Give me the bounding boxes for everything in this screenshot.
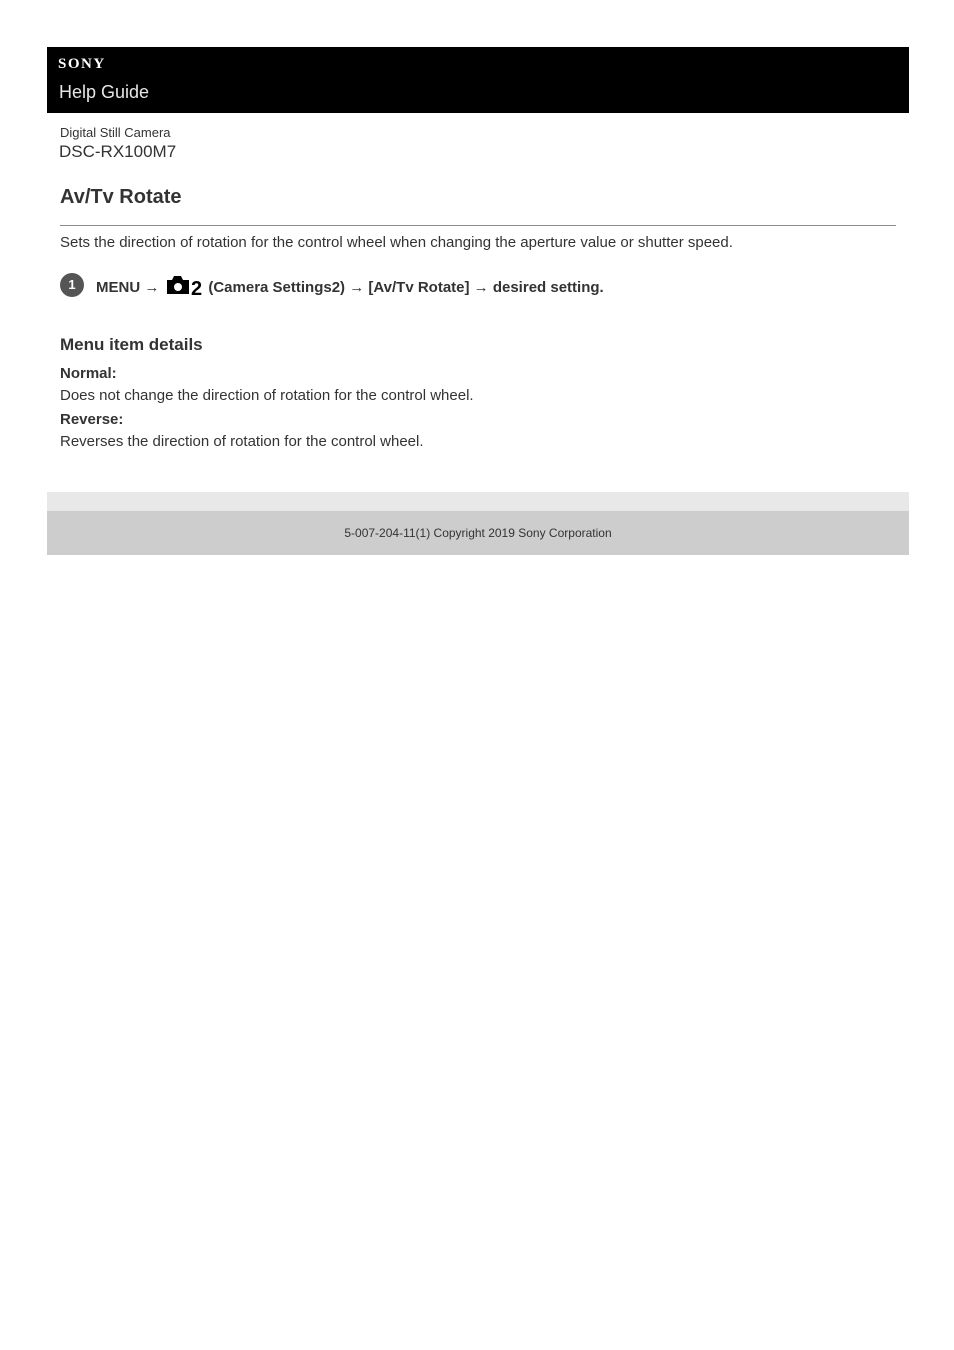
step-menu-text: MENU → (96, 278, 160, 296)
help-guide-title: Help Guide (59, 82, 150, 102)
step-1 (60, 272, 896, 298)
product-type: Digital Still Camera (60, 125, 171, 140)
camera-settings-number: 2 (191, 278, 203, 296)
sony-logo: SONY (58, 56, 106, 72)
option-desc-reverse: Reverses the direction of rotation for the control wheel. (60, 433, 424, 450)
footer (47, 511, 909, 555)
copyright-text: 5-007-204-11(1) Copyright 2019 Sony Corporation (344, 526, 612, 540)
option-desc-normal: Does not change the direction of rotation for the control wheel. (60, 387, 474, 404)
step-instruction (96, 274, 604, 300)
option-term-normal: Normal: (60, 365, 117, 382)
footer-strip (47, 492, 909, 511)
camera-settings2-icon (166, 274, 202, 300)
step-number-badge: 1 (60, 273, 84, 297)
header-bar (47, 47, 909, 113)
title-divider (60, 225, 896, 226)
product-model: DSC-RX100M7 (59, 142, 177, 161)
step-path-text: (Camera Settings2) → [Av/Tv Rotate] → desired setting. (208, 278, 604, 296)
option-term-reverse: Reverse: (60, 411, 124, 428)
intro-text: Sets the direction of rotation for the control wheel when changing the aperture value or shutter speed. (60, 234, 733, 251)
page-title: Av/Tv Rotate (60, 186, 182, 208)
menu-item-details-heading: Menu item details (60, 335, 203, 354)
